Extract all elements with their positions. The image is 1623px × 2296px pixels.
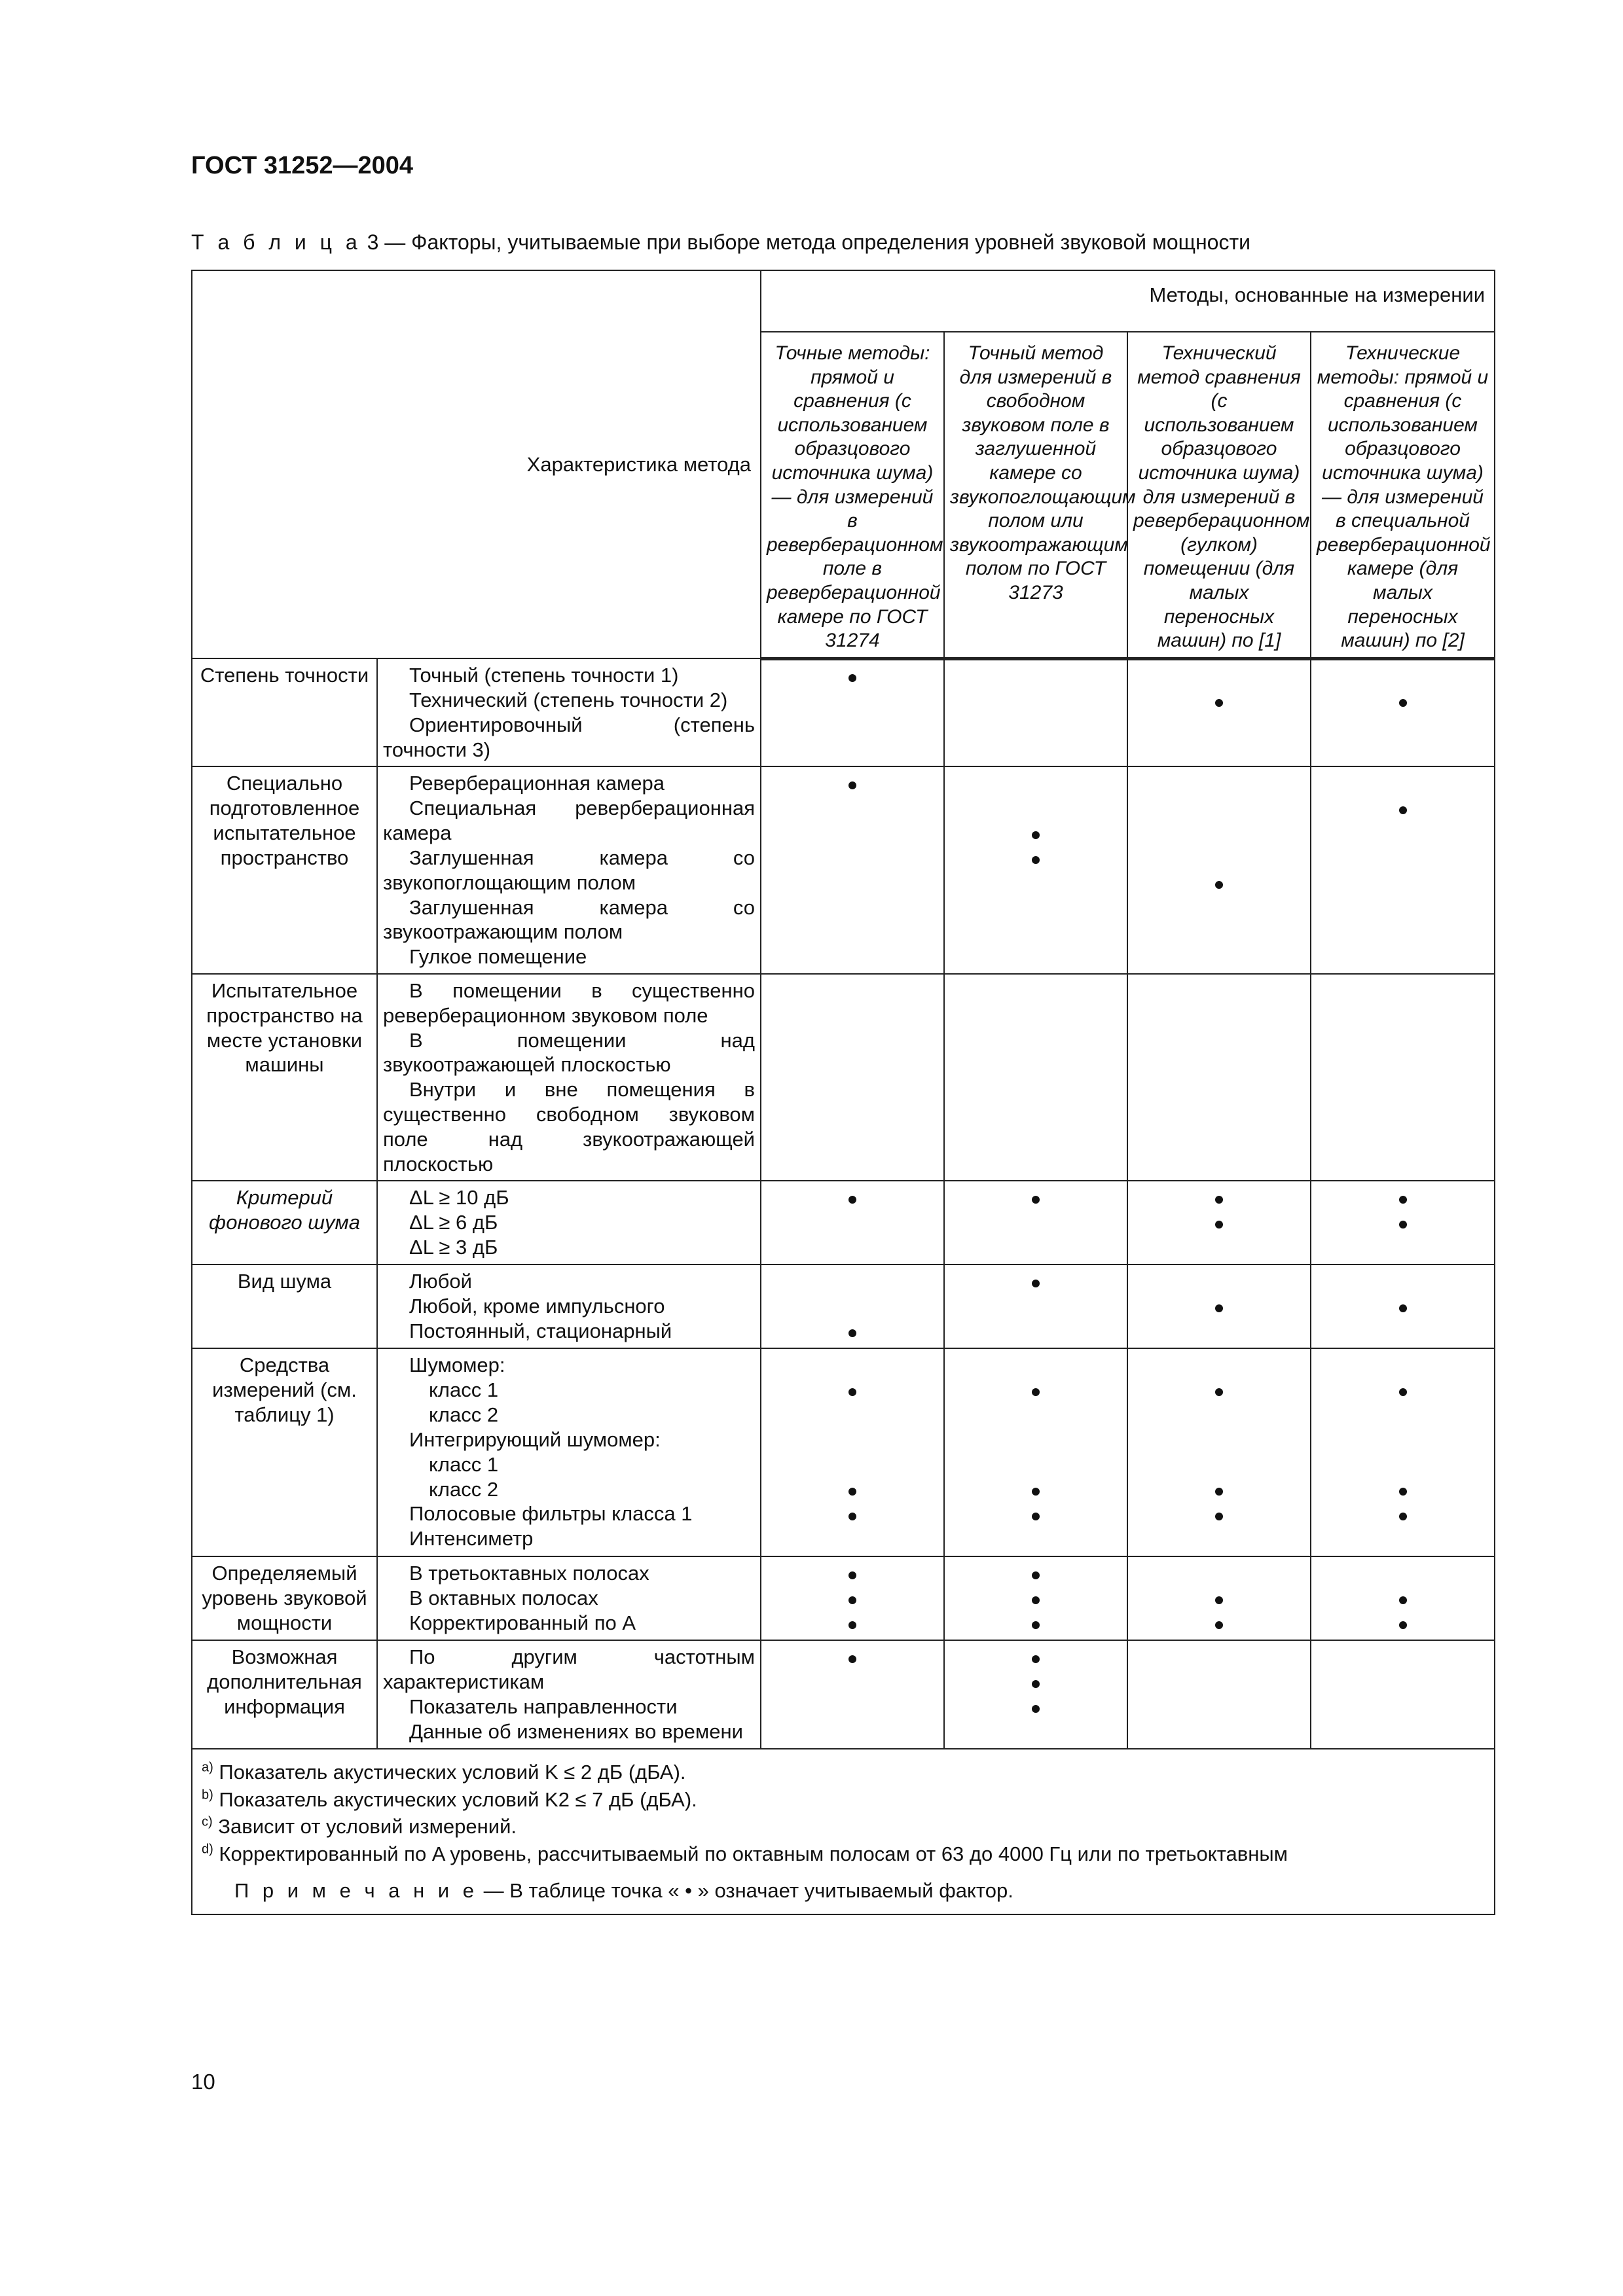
method-cell-3 [1127, 658, 1311, 766]
option-item: Специальная реверберационная камера [383, 797, 755, 845]
table-row [192, 658, 1495, 766]
method-cell-3 [1127, 1265, 1311, 1348]
row-characteristic: Определяемый уровень звуковой мощности [192, 1556, 377, 1640]
option-item: Заглушенная камера со звукоотражающим полом [383, 895, 755, 944]
method-cell-4 [1311, 1265, 1495, 1348]
factor-dot [1215, 1488, 1223, 1496]
footnote [202, 1813, 1485, 1840]
table-row [192, 1181, 1495, 1265]
factor-dot [1215, 881, 1223, 889]
factor-dot [1032, 1680, 1040, 1688]
method-cell-1 [761, 1181, 944, 1265]
factor-dot [1215, 1196, 1223, 1204]
row-characteristic: Испытательное пространство на месте установки машины [192, 974, 377, 1181]
method-cell-1 [761, 658, 944, 766]
row-characteristic: Возможная дополнительная информация [192, 1640, 377, 1748]
factor-dot [1032, 1596, 1040, 1604]
factor-dot [848, 1388, 856, 1396]
caption-text: — Факторы, учитываемые при выборе метода определения уровней звуковой мощности [384, 230, 1250, 254]
row-options [377, 1556, 761, 1640]
table-row [192, 766, 1495, 974]
table-notes [192, 1749, 1495, 1914]
method-cell-3 [1127, 974, 1311, 1181]
option-item: Шумомер: [409, 1354, 505, 1377]
option-item: Интегрирующий шумомер: [409, 1427, 661, 1451]
option-item: В помещении в существенно реверберационном звуковом поле [383, 978, 755, 1027]
footnote-text: Зависит от условий измерений. [218, 1815, 517, 1839]
row-options [377, 658, 761, 766]
factor-dot [1399, 1196, 1407, 1204]
factor-dot [1215, 1596, 1223, 1604]
method-cell-2 [944, 1181, 1127, 1265]
method-cell-4 [1311, 1348, 1495, 1556]
factor-dot [1032, 1513, 1040, 1520]
factor-dot [1032, 1388, 1040, 1396]
factor-dot [1032, 1280, 1040, 1287]
factor-dot [1399, 1388, 1407, 1396]
note-label: П р и м е ч а н и е [234, 1879, 478, 1903]
row-characteristic: Вид шума [192, 1265, 377, 1348]
row-options [377, 766, 761, 974]
option-item: Ориентировочный (степень точности 3) [383, 713, 755, 761]
option-item: Показатель направленности [409, 1695, 678, 1719]
char-header: Характеристика метода [192, 270, 761, 658]
factor-dot [1215, 1221, 1223, 1229]
method-cell-4 [1311, 1640, 1495, 1748]
factor-dot [1399, 1621, 1407, 1629]
option-item: В помещении над звукоотражающей плоскостью [383, 1028, 755, 1077]
footnote [202, 1759, 1485, 1786]
option-item: Технический (степень точности 2) [409, 689, 728, 712]
row-options [377, 1181, 761, 1265]
table-row [192, 1265, 1495, 1348]
method-header-3: Технический метод сравнения (с использованием образцового источника шума) для измерений в реверберационном (гулком) помещении (для малых переносных машин) по [1] [1127, 332, 1311, 658]
method-cell-1 [761, 1640, 944, 1748]
row-characteristic: Степень точности [192, 658, 377, 766]
method-cell-4 [1311, 766, 1495, 974]
method-cell-4 [1311, 1556, 1495, 1640]
table-body [192, 658, 1495, 1749]
method-cell-2 [944, 1640, 1127, 1748]
factor-dot [1399, 1513, 1407, 1520]
caption-number: 3 [367, 230, 379, 254]
method-cell-4 [1311, 1181, 1495, 1265]
footnote-text: Показатель акустических условий K ≤ 2 дБ (дБА). [219, 1760, 686, 1784]
factor-dot [1399, 806, 1407, 814]
option-item: Постоянный, стационарный [409, 1319, 672, 1343]
factor-dot [1399, 1304, 1407, 1312]
factor-dot [848, 674, 856, 682]
option-item: Полосовые фильтры класса 1 [409, 1502, 693, 1526]
table-row [192, 1640, 1495, 1748]
factor-dot [848, 1655, 856, 1663]
row-options [377, 974, 761, 1181]
option-item: ΔL ≥ 6 дБ [409, 1211, 498, 1234]
option-item: Интенсиметр [409, 1527, 534, 1551]
table-row [192, 974, 1495, 1181]
factor-dot [848, 1621, 856, 1629]
factor-dot [848, 1196, 856, 1204]
method-cell-2 [944, 658, 1127, 766]
method-cell-2 [944, 1265, 1127, 1348]
option-item: класс 1 [429, 1452, 499, 1476]
method-cell-4 [1311, 658, 1495, 766]
footnote-text: Показатель акустических условий K2 ≤ 7 дБ (дБА). [219, 1787, 697, 1811]
factor-dot [1032, 1488, 1040, 1496]
row-characteristic: Средства измерений (см. таблицу 1) [192, 1348, 377, 1556]
factor-dot [848, 1571, 856, 1579]
factor-dot [1032, 1705, 1040, 1713]
footnote [202, 1840, 1485, 1868]
factor-dot [1032, 1621, 1040, 1629]
method-cell-2 [944, 766, 1127, 974]
option-item: Заглушенная камера со звукопоглощающим полом [383, 846, 755, 894]
option-item: Данные об изменениях во времени [409, 1719, 743, 1743]
row-options [377, 1265, 761, 1348]
option-item: класс 1 [429, 1378, 499, 1402]
method-cell-3 [1127, 766, 1311, 974]
method-cell-4 [1311, 974, 1495, 1181]
option-item: В октавных полосах [409, 1587, 598, 1610]
option-item: В третьоктавных полосах [409, 1562, 649, 1585]
footnote-text: Корректированный по A уровень, рассчитываемый по октавным полосам от 63 до 4000 Гц или по третьоктавным [219, 1842, 1288, 1866]
footnote-mark: d) [202, 1842, 213, 1857]
factor-dot [1215, 1388, 1223, 1396]
factor-dot [848, 781, 856, 789]
factor-dot [1032, 1196, 1040, 1204]
option-item: класс 2 [429, 1477, 499, 1501]
page-number: 10 [191, 2070, 215, 2094]
factor-dot [848, 1488, 856, 1496]
option-item: По другим частотным характеристикам [383, 1645, 755, 1694]
option-item: Реверберационная камера [409, 772, 665, 795]
factor-dot [1032, 1571, 1040, 1579]
method-cell-1 [761, 1348, 944, 1556]
factor-dot [1215, 1513, 1223, 1520]
factor-dot [1032, 1655, 1040, 1663]
method-cell-1 [761, 974, 944, 1181]
method-cell-2 [944, 1348, 1127, 1556]
method-cell-2 [944, 1556, 1127, 1640]
footnote-mark: b) [202, 1787, 213, 1803]
footnotes [202, 1759, 1485, 1868]
row-options [377, 1348, 761, 1556]
table-note [202, 1877, 1485, 1905]
table-caption [191, 230, 1494, 255]
factor-dot [1215, 1621, 1223, 1629]
row-options [377, 1640, 761, 1748]
row-characteristic: Специально подготовленное испытательное пространство [192, 766, 377, 974]
method-header-4: Технические методы: прямой и сравнения (с использованием образцового источника шума) — для измерений в специальной реверберационной камере (для малых переносных машин) по [2] [1311, 332, 1495, 658]
factor-dot [1399, 1221, 1407, 1229]
option-item: Гулкое помещение [409, 945, 587, 969]
option-item: Любой [409, 1270, 472, 1293]
factor-dot [1399, 1488, 1407, 1496]
option-item: ΔL ≥ 10 дБ [409, 1186, 509, 1210]
table-row [192, 1348, 1495, 1556]
footnote [202, 1786, 1485, 1814]
option-item: Любой, кроме импульсного [409, 1295, 665, 1318]
factor-dot [848, 1513, 856, 1520]
footnote-mark: c) [202, 1815, 213, 1830]
table-row [192, 1556, 1495, 1640]
method-header-1: Точные методы: прямой и сравнения (с использованием образцового источника шума) — для измерений в реверберационном поле в реверберационной камере по ГОСТ 31274 [761, 332, 944, 658]
method-cell-3 [1127, 1556, 1311, 1640]
option-item: Корректированный по A [409, 1611, 636, 1635]
factor-dot [1215, 699, 1223, 707]
factor-dot [1215, 1304, 1223, 1312]
option-item: ΔL ≥ 3 дБ [409, 1236, 498, 1259]
factor-dot [848, 1596, 856, 1604]
document-header: ГОСТ 31252—2004 [191, 152, 414, 179]
factor-dot [1032, 856, 1040, 864]
option-item: класс 2 [429, 1403, 499, 1427]
factor-dot [848, 1329, 856, 1337]
methods-header: Методы, основанные на измерении [761, 270, 1495, 332]
option-item: Точный (степень точности 1) [409, 664, 679, 687]
method-cell-3 [1127, 1348, 1311, 1556]
method-cell-1 [761, 1556, 944, 1640]
method-header-2: Точный метод для измерений в свободном звуковом поле в заглушенной камере со звукопоглощающим полом или звукоотражающим полом по ГОСТ 31273 [944, 332, 1127, 658]
caption-label: Т а б л и ц а [191, 230, 361, 254]
row-characteristic: Критерий фонового шума [192, 1181, 377, 1265]
factor-dot [1399, 699, 1407, 707]
option-item: Внутри и вне помещения в существенно свободном звуковом поле над звукоотражающей плоскостью [383, 1078, 755, 1175]
footnote-mark: a) [202, 1760, 213, 1775]
note-text: — В таблице точка « • » означает учитываемый фактор. [483, 1879, 1013, 1903]
factor-dot [1399, 1596, 1407, 1604]
factor-dot [1032, 831, 1040, 839]
method-cell-1 [761, 1265, 944, 1348]
method-cell-3 [1127, 1181, 1311, 1265]
method-cell-1 [761, 766, 944, 974]
method-cell-3 [1127, 1640, 1311, 1748]
method-cell-2 [944, 974, 1127, 1181]
methods-table [191, 270, 1495, 1915]
